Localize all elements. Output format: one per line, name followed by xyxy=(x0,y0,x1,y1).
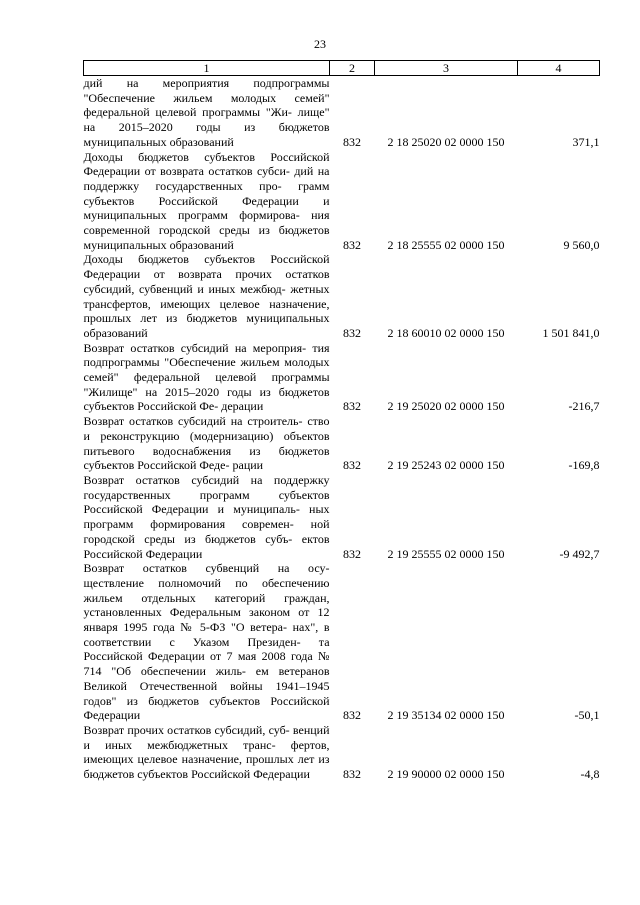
description-line: Возврат остатков субсидий на мероприя- xyxy=(83,340,307,355)
budget-classification-code: 2 18 25020 02 0000 150 xyxy=(387,134,505,149)
description-line: та Российской Федерации от 7 мая xyxy=(83,634,330,664)
description-line: 12 января 1995 года № 5-ФЗ "О ветера- xyxy=(83,605,330,635)
description-line: грамм субъектов Российской Федерации xyxy=(83,178,330,208)
description-line: и муниципальных программ формирова- xyxy=(83,193,330,223)
description-line: программы "Жилище" на 2015–2020 годы xyxy=(83,370,330,399)
admin-code: 832 xyxy=(343,399,361,414)
description-line: фертов, имеющих целевое назначение, xyxy=(83,737,330,767)
budget-classification-code: 2 18 60010 02 0000 150 xyxy=(387,325,505,340)
description-line: объектов питьевого водоснабжения из xyxy=(83,428,330,458)
row-description xyxy=(84,473,330,561)
description-line: федеральной целевой программы "Жи- xyxy=(83,105,292,120)
description-line: государственных программ субъектов xyxy=(83,487,330,502)
amount: 9 560,0 xyxy=(563,237,600,252)
amount: 371,1 xyxy=(572,134,600,149)
description-line: бюджетов субъектов Российской Феде- xyxy=(83,443,330,473)
table-row xyxy=(84,561,600,723)
row-description xyxy=(84,150,330,253)
row-description xyxy=(84,252,330,340)
description-line: венций и иных межбюджетных транс- xyxy=(83,722,330,752)
row-description xyxy=(84,561,330,723)
budget-classification-code: 2 19 90000 02 0000 150 xyxy=(387,767,505,782)
column-header-2: 2 xyxy=(330,61,375,76)
table-row xyxy=(84,252,600,340)
amount: -50,1 xyxy=(574,708,600,723)
description-line: лище" на 2015–2020 годы из бюджетов xyxy=(83,105,330,135)
description-line: Доходы бюджетов субъектов Российской xyxy=(83,149,330,164)
amount: -9 492,7 xyxy=(559,546,600,561)
budget-classification-code: 2 19 25555 02 0000 150 xyxy=(387,546,505,561)
description-line: Федерации от возврата прочих остатков xyxy=(83,267,330,282)
description-line: Возврат остатков субвенций на осу- xyxy=(83,561,330,576)
description-line: субъектов Российской Федерации xyxy=(83,693,330,723)
description-line: муниципальных образований xyxy=(83,311,330,340)
description-line: войны 1941–1945 годов" из бюджетов xyxy=(83,678,330,708)
description-line: ство и реконструкцию (модернизацию) xyxy=(83,414,330,443)
description-line: установленных Федеральным законом от xyxy=(83,605,310,620)
column-header-1: 1 xyxy=(84,61,330,76)
column-header-4: 4 xyxy=(518,61,600,76)
amount: -4,8 xyxy=(580,767,600,782)
row-description xyxy=(84,723,330,782)
description-line: ной городской среды из бюджетов субъ- xyxy=(83,517,330,546)
description-line: из бюджетов субъектов Российской Фе- xyxy=(83,384,330,414)
amount: -169,8 xyxy=(568,458,600,473)
budget-classification-code: 2 19 25243 02 0000 150 xyxy=(387,458,505,473)
description-line: Федерации от возврата остатков субси- xyxy=(83,164,290,179)
description-line: прошлых лет из бюджетов субъектов xyxy=(83,752,330,782)
description-line: субсидий, субвенций и иных межбюд- xyxy=(83,281,286,296)
description-line: Возврат прочих остатков субсидий, суб- xyxy=(83,722,290,737)
page-number: 23 xyxy=(314,37,326,51)
description-line: назначение, прошлых лет из бюджетов xyxy=(83,296,330,326)
budget-table xyxy=(83,60,600,782)
column-header-3: 3 xyxy=(375,61,518,76)
budget-classification-code: 2 19 25020 02 0000 150 xyxy=(387,399,505,414)
description-line: молодых семей" федеральной целевой xyxy=(83,355,330,385)
description-line: ния современной городской среды из xyxy=(83,208,330,238)
header-row xyxy=(84,61,600,76)
description-line: тия подпрограммы "Обеспечение жильем xyxy=(83,340,330,370)
description-line: Возврат остатков субсидий на строитель- xyxy=(83,414,303,429)
table-body xyxy=(84,76,600,782)
admin-code: 832 xyxy=(343,325,361,340)
table-row xyxy=(84,76,600,150)
row-description xyxy=(84,76,330,150)
table-row xyxy=(84,473,600,561)
row-description xyxy=(84,341,330,415)
description-line: дий на мероприятия подпрограммы xyxy=(83,76,330,90)
description-line: рации xyxy=(232,458,264,473)
amount: -216,7 xyxy=(568,399,600,414)
admin-code: 832 xyxy=(343,708,361,723)
admin-code: 832 xyxy=(343,458,361,473)
description-line: бюджетов муниципальных образований xyxy=(83,223,330,252)
description-line: Российской Федерации xyxy=(191,767,310,782)
description-line: дерации xyxy=(221,399,264,414)
description-line: жетных трансфертов, имеющих целевое xyxy=(83,281,330,311)
budget-classification-code: 2 18 25555 02 0000 150 xyxy=(387,237,505,252)
admin-code: 832 xyxy=(343,767,361,782)
table-row xyxy=(84,414,600,473)
description-line: ществление полномочий по обеспечению xyxy=(83,575,330,590)
amount: 1 501 841,0 xyxy=(542,325,600,340)
table-header xyxy=(84,61,600,76)
description-line: ектов Российской Федерации xyxy=(83,531,330,561)
description-line: ных программ формирования современ- xyxy=(83,502,330,532)
description-line: муниципальных образований xyxy=(83,134,234,149)
description-line: нах", в соответствии с Указом Президен- xyxy=(83,620,330,649)
row-description xyxy=(84,414,330,473)
admin-code: 832 xyxy=(343,134,361,149)
table-row xyxy=(84,341,600,415)
budget-classification-code: 2 19 35134 02 0000 150 xyxy=(387,708,505,723)
description-line: дий на поддержку государственных про- xyxy=(83,164,330,193)
description-line: "Обеспечение жильем молодых семей" xyxy=(83,90,330,105)
admin-code: 832 xyxy=(343,546,361,561)
description-line: ем ветеранов Великой Отечественной xyxy=(83,664,330,693)
table-row xyxy=(84,723,600,782)
description-line: 2008 года № 714 "Об обеспечении жиль- xyxy=(83,649,330,679)
table-row xyxy=(84,150,600,253)
description-line: Российской Федерации и муниципаль- xyxy=(83,502,300,517)
description-line: Доходы бюджетов субъектов Российской xyxy=(83,252,330,267)
description-line: жильем отдельных категорий граждан, xyxy=(83,590,330,605)
admin-code: 832 xyxy=(343,237,361,252)
description-line: Возврат остатков субсидий на поддержку xyxy=(83,472,330,487)
